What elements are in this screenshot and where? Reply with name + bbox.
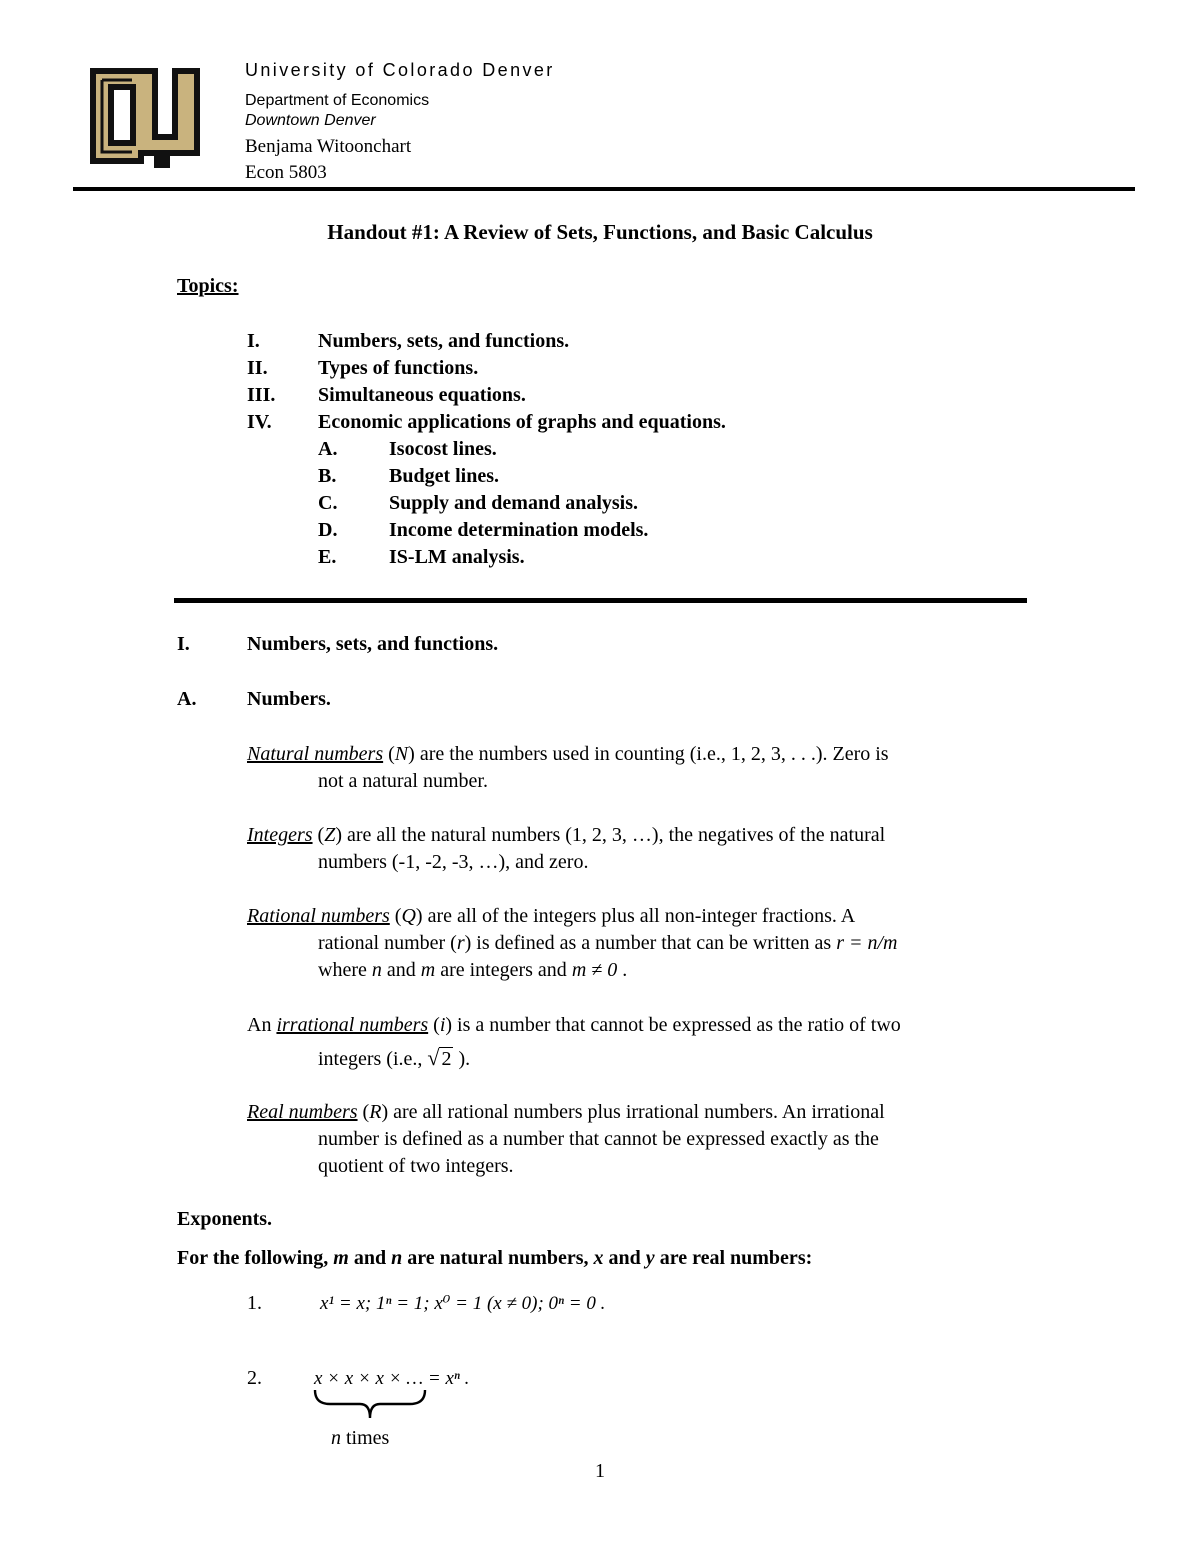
text: times bbox=[341, 1427, 390, 1449]
topics-heading: Topics: bbox=[177, 275, 239, 297]
topic-label: Types of functions. bbox=[318, 357, 479, 379]
cond-m: m ≠ 0 bbox=[571, 959, 618, 981]
text: are integers and bbox=[435, 959, 572, 981]
cu-logo-icon bbox=[86, 60, 202, 172]
rule2-under-label bbox=[331, 1425, 389, 1452]
text: ). bbox=[453, 1048, 471, 1070]
text: rational number ( bbox=[318, 932, 457, 954]
university-name: University of Colorado Denver bbox=[245, 60, 555, 80]
symbol-real: R bbox=[369, 1101, 382, 1123]
symbol-natural: N bbox=[394, 743, 409, 765]
topic-label: Simultaneous equations. bbox=[318, 384, 526, 406]
section-num: I. bbox=[177, 633, 190, 655]
text: are real numbers: bbox=[654, 1247, 813, 1269]
def-real-line1: Real numbers (R) are all rational numbers plus irrational numbers. An irrational bbox=[247, 1101, 885, 1123]
var-n: n bbox=[391, 1247, 403, 1269]
var-r: r bbox=[456, 932, 465, 954]
symbol-irrational: i bbox=[439, 1014, 446, 1036]
section-divider bbox=[174, 598, 1027, 603]
subtopic-label: IS-LM analysis. bbox=[389, 546, 525, 568]
def-real-line3: quotient of two integers. bbox=[318, 1155, 514, 1177]
subsection-title: Numbers. bbox=[247, 688, 331, 710]
instructor-name: Benjama Witoonchart bbox=[245, 136, 412, 157]
text: integers (i.e., bbox=[318, 1048, 428, 1070]
text: ) is defined as a number that can be written as bbox=[464, 932, 837, 954]
department-name: Department of Economics bbox=[245, 92, 430, 109]
sqrt-value: 2 bbox=[441, 1048, 452, 1070]
var-y: y bbox=[645, 1247, 655, 1269]
def-integers-text: are all the natural numbers (1, 2, 3, …), the negatives of the natural bbox=[342, 824, 886, 846]
subtopic-num: B. bbox=[318, 465, 337, 487]
var-m: m bbox=[420, 959, 436, 981]
eq-r: r = n/m bbox=[836, 932, 898, 954]
def-real-text: are all rational numbers plus irrational numbers. An irrational bbox=[388, 1101, 885, 1123]
topic-label: Numbers, sets, and functions. bbox=[318, 330, 570, 352]
header-divider bbox=[73, 187, 1135, 191]
topic-num: I. bbox=[247, 330, 260, 352]
text: For the following, bbox=[177, 1247, 334, 1269]
page-number: 1 bbox=[595, 1460, 605, 1482]
topic-num: IV. bbox=[247, 411, 272, 433]
subtopic-num: C. bbox=[318, 492, 338, 514]
rule1-num: 1. bbox=[247, 1292, 262, 1314]
text: An bbox=[247, 1014, 277, 1036]
topic-num: III. bbox=[247, 384, 276, 406]
text: are natural numbers, bbox=[402, 1247, 594, 1269]
term-rational: Rational numbers bbox=[247, 905, 390, 927]
subtopic-label: Supply and demand analysis. bbox=[389, 492, 639, 514]
def-rational-line1: Rational numbers (Q) are all of the integers plus all non-integer fractions. A bbox=[247, 905, 856, 927]
subtopic-num: D. bbox=[318, 519, 338, 541]
rule2-num: 2. bbox=[247, 1367, 262, 1389]
topic-label: Economic applications of graphs and equations. bbox=[318, 411, 726, 433]
exponents-heading: Exponents. bbox=[177, 1208, 273, 1230]
var-n: n bbox=[331, 1427, 341, 1449]
underbrace-icon bbox=[312, 1388, 428, 1422]
def-integers-line2: numbers (-1, -2, -3, …), and zero. bbox=[318, 851, 589, 873]
page-title: Handout #1: A Review of Sets, Functions, and Basic Calculus bbox=[327, 220, 873, 244]
topic-num: II. bbox=[247, 357, 268, 379]
symbol-integers: Z bbox=[324, 824, 336, 846]
subtopic-num: A. bbox=[318, 438, 338, 460]
course-code: Econ 5803 bbox=[245, 162, 327, 183]
subtopic-label: Budget lines. bbox=[389, 465, 500, 487]
subtopic-label: Income determination models. bbox=[389, 519, 649, 541]
var-m: m bbox=[333, 1247, 349, 1269]
text: and bbox=[348, 1247, 392, 1269]
term-integers: Integers bbox=[247, 824, 313, 846]
symbol-rational: Q bbox=[401, 905, 416, 927]
var-x: x bbox=[593, 1247, 604, 1269]
rule1-math: x¹ = x; 1ⁿ = 1; x⁰ = 1 (x ≠ 0); 0ⁿ = 0 . bbox=[320, 1293, 606, 1314]
campus-name: Downtown Denver bbox=[245, 112, 376, 129]
section-title: Numbers, sets, and functions. bbox=[247, 633, 499, 655]
def-rational-line2 bbox=[318, 930, 897, 957]
subsection-num: A. bbox=[177, 688, 197, 710]
text: and bbox=[603, 1247, 646, 1269]
cu-logo bbox=[86, 60, 202, 172]
subtopic-num: E. bbox=[318, 546, 337, 568]
sqrt-sign: √ bbox=[427, 1045, 440, 1070]
text: and bbox=[381, 959, 421, 981]
def-irrational-line1: An irrational numbers (i) is a number that cannot be expressed as the ratio of two bbox=[247, 1014, 901, 1036]
def-irrational-line2 bbox=[318, 1044, 470, 1073]
def-irrational-text: is a number that cannot be expressed as the ratio of two bbox=[452, 1014, 901, 1036]
def-natural-line1: Natural numbers (N) are the numbers used in counting (i.e., 1, 2, 3, . . .). Zero is bbox=[247, 743, 889, 765]
def-natural-line2: not a natural number. bbox=[318, 770, 488, 792]
rule2-math: x × x × x × … = xⁿ . bbox=[314, 1368, 470, 1389]
term-real: Real numbers bbox=[247, 1101, 358, 1123]
exponents-intro bbox=[177, 1247, 812, 1270]
def-integers-line1: Integers (Z) are all the natural numbers (1, 2, 3, …), the negatives of the natural bbox=[247, 824, 886, 846]
def-real-line2: number is defined as a number that cannot be expressed exactly as the bbox=[318, 1128, 879, 1150]
text: where bbox=[318, 959, 372, 981]
def-natural-text: are the numbers used in counting (i.e., 1, 2, 3, . . .). Zero is bbox=[414, 743, 889, 765]
term-irrational: irrational numbers bbox=[276, 1014, 429, 1036]
term-natural: Natural numbers bbox=[247, 743, 384, 765]
def-rational-text: are all of the integers plus all non-integer fractions. A bbox=[422, 905, 856, 927]
text: . bbox=[617, 959, 628, 981]
def-rational-line3 bbox=[318, 957, 627, 984]
subtopic-label: Isocost lines. bbox=[389, 438, 497, 460]
var-n: n bbox=[371, 959, 382, 981]
